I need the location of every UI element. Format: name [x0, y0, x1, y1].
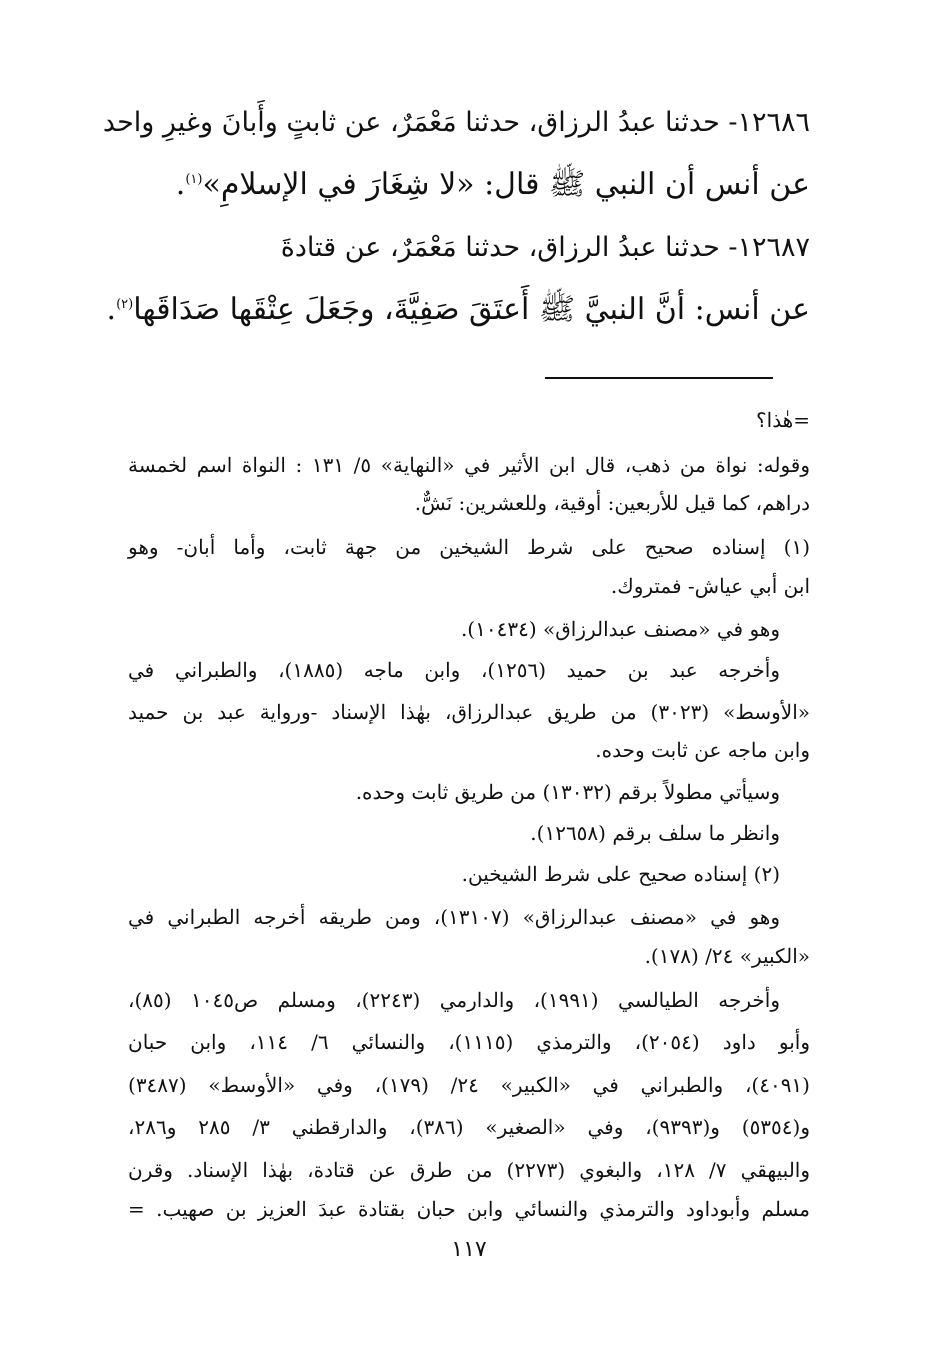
hadith-text: ١٢٦٨٧- حدثنا عبدُ الرزاق، حدثنا مَعْمَرٌ، عن قتادةَ — [280, 232, 810, 263]
hadith-12687-line-1 — [281, 228, 810, 268]
footnote-line: ابن أبي عياش- فمتروك. — [610, 574, 810, 598]
footnote-line: =هٰذا؟ — [756, 408, 810, 432]
period: . — [175, 167, 186, 202]
footnote-line: وأخرجه الطيالسي (١٩٩١)، والدارمي (٢٢٤٣)، ومسلم ص١٠٤٥ (٨٥)، — [128, 988, 780, 1012]
footnote-line: دراهم، كما قيل للأربعين: أوقية، وللعشرين: نَشٌّ. — [414, 491, 810, 515]
page-number: ١١٧ — [451, 1237, 487, 1262]
footnote-line: مسلم وأبوداود والترمذي والنسائي وابن حبان بقتادة عبدَ العزيز بن صهيب. = — [128, 1197, 810, 1221]
hadith-12686-line-2 — [176, 165, 810, 205]
footnote-line: (١) إسناده صحيح على شرط الشيخين من جهة ثابت، وأما أبان- وهو — [128, 535, 810, 559]
footnote-line: وابن ماجه عن ثابت وحده. — [595, 738, 810, 762]
footnote-line: «الكبير» ٢٤/ (١٧٨). — [644, 944, 810, 968]
footnote-line: وأبو داود (٢٠٥٤)، والترمذي (١١١٥)، والنسائي ٦/ ١١٤، وابن حبان — [128, 1030, 810, 1054]
footnote-line: (٢) إسناده صحيح على شرط الشيخين. — [461, 862, 780, 886]
footnote-line: (٤٠٩١)، والطبراني في «الكبير» ٢٤/ (١٧٩)، وفي «الأوسط» (٣٤٨٧) — [128, 1073, 810, 1097]
footnote-marker: (١) — [185, 172, 203, 187]
footnote-line: وهو في «مصنف عبدالرزاق» (١٠٤٣٤). — [460, 617, 780, 641]
footnote-line: وقوله: نواة من ذهب، قال ابن الأثير في «النهاية» ٥/ ١٣١ : النواة اسم لخمسة — [128, 453, 810, 477]
footnote-line: وأخرجه عبد بن حميد (١٢٥٦)، وابن ماجه (١٨٨٥)، والطبراني في — [128, 658, 781, 682]
footnote-marker: (٢) — [116, 297, 134, 312]
hadith-text: ١٢٦٨٦- حدثنا عبدُ الرزاق، حدثنا مَعْمَرٌ، عن ثابتٍ وأَبانَ وغيرِ واحد — [102, 107, 810, 138]
period: . — [106, 292, 117, 327]
hadith-text: عن أنس أن النبي ﷺ قال: «لا شِغَارَ في الإسلامِ» — [202, 167, 810, 202]
footnote-line: و(٥٣٥٤) و(٩٣٩٣)، وفي «الصغير» (٣٨٦)، والدارقطني ٣/ ٢٨٥ و٢٨٦، — [128, 1115, 810, 1139]
footnote-divider — [545, 377, 773, 379]
footnote-line: والبيهقي ٧/ ١٢٨، والبغوي (٢٢٧٣) من طرق عن قتادة، بهٰذا الإسناد. وقرن — [128, 1158, 811, 1182]
hadith-12686-line-1 — [102, 103, 810, 143]
footnote-line: وسيأتي مطولاً برقم (١٣٠٣٢) من طريق ثابت وحده. — [355, 780, 780, 804]
footnote-line: وانظر ما سلف برقم (١٢٦٥٨). — [530, 821, 780, 845]
hadith-12687-line-2 — [107, 290, 810, 330]
hadith-text: عن أنس: أنَّ النبيَّ ﷺ أَعتَقَ صَفِيَّةَ، وجَعَلَ عِتْقَها صَدَاقَها — [133, 292, 810, 327]
footnote-line: «الأوسط» (٣٠٢٣) من طريق عبدالرزاق، بهٰذا الإسناد -ورواية عبد بن حميد — [128, 700, 811, 724]
footnote-line: وهو في «مصنف عبدالرزاق» (١٣١٠٧)، ومن طريقه أخرجه الطبراني في — [128, 905, 780, 929]
